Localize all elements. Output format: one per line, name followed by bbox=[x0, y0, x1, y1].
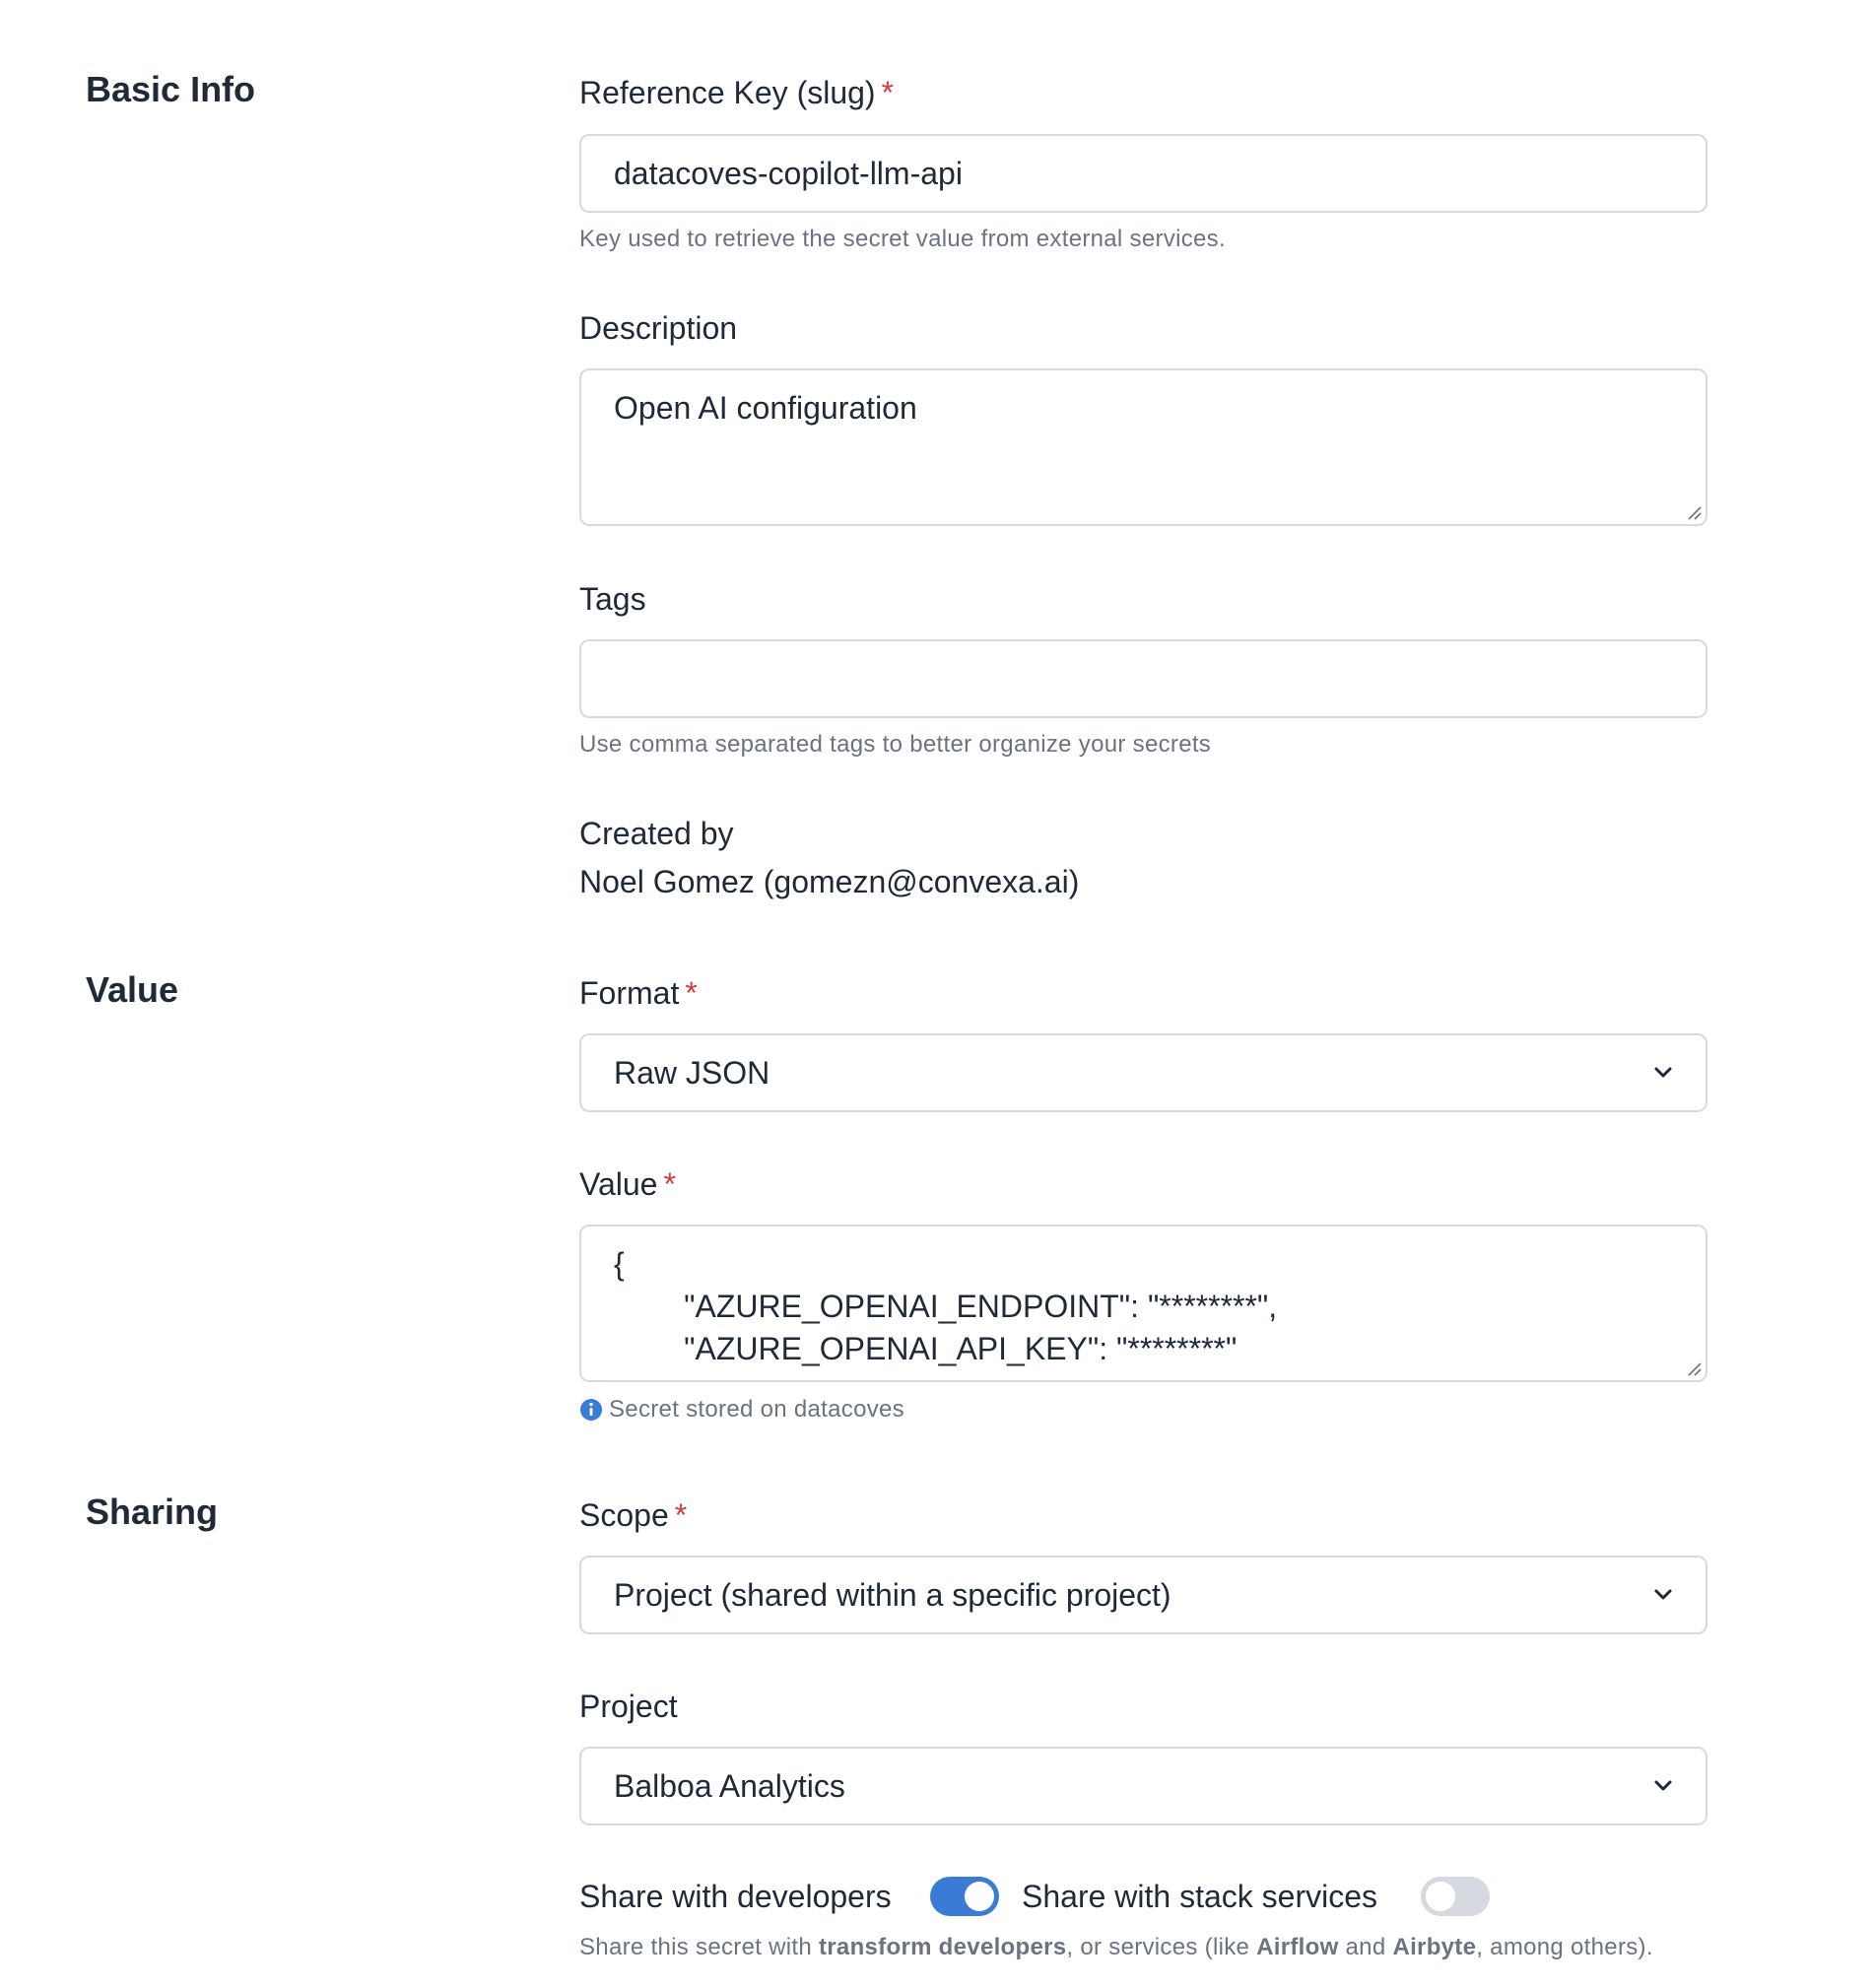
resize-handle-icon[interactable] bbox=[1686, 1360, 1702, 1376]
scope-select[interactable] bbox=[579, 1556, 1707, 1634]
value-storage-hint bbox=[579, 1396, 904, 1424]
share-with-developers-toggle[interactable] bbox=[930, 1877, 999, 1916]
project-label: Project bbox=[579, 1689, 678, 1724]
tags-label: Tags bbox=[579, 581, 646, 617]
description-label: Description bbox=[579, 310, 738, 346]
reference-key-label-text: Reference Key (slug) bbox=[579, 75, 876, 110]
scope-label-text: Scope bbox=[579, 1497, 669, 1533]
toggle-knob bbox=[1426, 1882, 1455, 1911]
reference-key-hint: Key used to retrieve the secret value from external services. bbox=[579, 226, 1226, 252]
section-title-basic-info: Basic Info bbox=[86, 69, 256, 109]
scope-selected-value: Project (shared within a specific project) bbox=[614, 1577, 1171, 1613]
value-line: { bbox=[614, 1246, 625, 1282]
sharing-note-emphasis: transform developers bbox=[819, 1934, 1067, 1960]
section-title-value: Value bbox=[86, 969, 179, 1010]
sharing-note-text: , among others). bbox=[1476, 1934, 1653, 1960]
required-asterisk: * bbox=[685, 975, 698, 1011]
sharing-note-text: , or services (like bbox=[1066, 1934, 1257, 1960]
sharing-note-text: and bbox=[1338, 1934, 1393, 1960]
value-label bbox=[579, 1166, 676, 1203]
sharing-note-text: Share this secret with bbox=[579, 1934, 819, 1960]
resize-handle-icon[interactable] bbox=[1686, 504, 1702, 520]
project-selected-value: Balboa Analytics bbox=[614, 1768, 845, 1804]
value-line: "AZURE_OPENAI_API_KEY": "********" bbox=[614, 1331, 1238, 1366]
value-textarea[interactable] bbox=[579, 1225, 1707, 1382]
format-label-text: Format bbox=[579, 975, 680, 1011]
reference-key-value: datacoves-copilot-llm-api bbox=[614, 156, 963, 191]
tags-hint: Use comma separated tags to better organize your secrets bbox=[579, 731, 1212, 758]
description-textarea[interactable] bbox=[579, 368, 1707, 526]
format-select[interactable] bbox=[579, 1033, 1707, 1112]
chevron-down-icon bbox=[1650, 1773, 1676, 1799]
toggle-knob bbox=[965, 1882, 994, 1911]
sharing-note-emphasis: Airflow bbox=[1256, 1934, 1339, 1960]
project-select[interactable] bbox=[579, 1747, 1707, 1825]
created-by-value: Noel Gomez (gomezn@convexa.ai) bbox=[579, 864, 1080, 899]
share-with-developers-label: Share with developers bbox=[579, 1879, 892, 1914]
value-line: "AZURE_OPENAI_ENDPOINT": "********", bbox=[614, 1289, 1278, 1324]
share-with-stack-services-label: Share with stack services bbox=[1022, 1879, 1378, 1914]
created-by-label: Created by bbox=[579, 816, 734, 851]
required-asterisk: * bbox=[663, 1166, 676, 1202]
value-label-text: Value bbox=[579, 1166, 658, 1202]
chevron-down-icon bbox=[1650, 1060, 1676, 1086]
section-title-sharing: Sharing bbox=[86, 1491, 219, 1532]
reference-key-label bbox=[579, 75, 894, 111]
scope-label bbox=[579, 1497, 687, 1534]
description-value: Open AI configuration bbox=[614, 390, 917, 426]
tags-input[interactable] bbox=[579, 639, 1707, 718]
chevron-down-icon bbox=[1650, 1582, 1676, 1608]
required-asterisk: * bbox=[881, 75, 895, 110]
required-asterisk: * bbox=[674, 1497, 688, 1533]
info-icon bbox=[579, 1398, 603, 1422]
format-label bbox=[579, 975, 698, 1012]
reference-key-input[interactable] bbox=[579, 134, 1707, 213]
format-selected-value: Raw JSON bbox=[614, 1055, 770, 1091]
sharing-note bbox=[579, 1934, 1653, 1961]
value-storage-hint-text: Secret stored on datacoves bbox=[609, 1396, 904, 1423]
sharing-note-emphasis: Airbyte bbox=[1392, 1934, 1477, 1960]
share-with-stack-services-toggle[interactable] bbox=[1421, 1877, 1490, 1916]
